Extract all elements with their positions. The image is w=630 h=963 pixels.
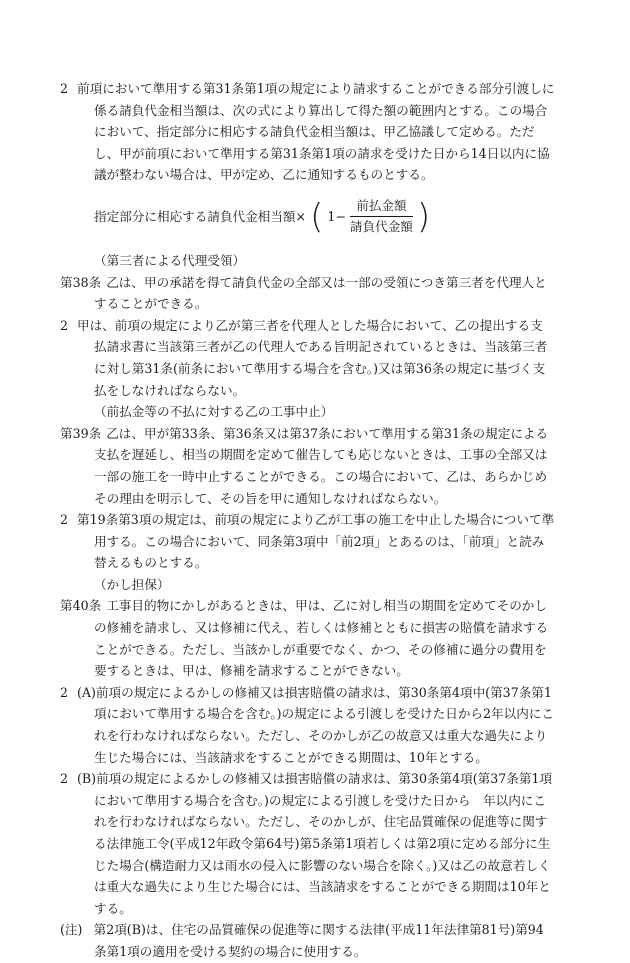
paragraph-text: 第19条第3項の規定は、前項の規定により乙が工事の施工を中止した場合について準用する。この場合において、同条第3項中「前2項」とあるのは、「前項」と読み替えるものとする。 xyxy=(77,512,555,571)
formula-open-paren: ( xyxy=(310,196,324,237)
article-38-caption: （第三者による代理受領） xyxy=(94,252,246,268)
formula-close-paren: ) xyxy=(416,196,431,237)
article-40-caption: （かし担保） xyxy=(94,576,170,592)
article-label: 第38条 xyxy=(60,274,102,290)
formula-fraction xyxy=(350,197,413,236)
article-39-paragraph-2: 2 第19条第3項の規定は、前項の規定により乙が工事の施工を中止した場合について準用する。この場合において、同条第3項中「前2項」とあるのは、「前項」と読み替えるものとする。 xyxy=(60,512,555,571)
article-39-text: 乙は、甲が第33条、第36条又は第37条において準用する第31条の規定による支払を遅延し、相当の期間を定めて催告しても応じないときは、工事の全部又は一部の施工を一時中止することができる。この場合において、乙は、あらかじめその理由を明示して、その旨を甲に通知しなければならない。 xyxy=(94,425,549,506)
article-39-caption: （前払金等の不払に対する乙の工事中止） xyxy=(94,404,334,420)
formula-lhs: 指定部分に相応する請負代金相当額× xyxy=(94,209,307,225)
article-text xyxy=(77,275,547,312)
paragraph-2-partial-delivery: 2 前項において準用する第31条第1項の規定により請求することができる部分引渡しに係る請負代金相当額は、次の式により算出して得た額の範囲内とする。この場合において、指定部分に相応する請負代金相当額は、甲乙協議して定める。ただし、甲が前項において準用する第31条第1項の請求を受けた日から14日以内に協議が整わない場合は、甲が定め、乙に通知するものとする。 xyxy=(60,81,555,183)
usage-note xyxy=(0,919,630,962)
paragraph-text: (B)前項の規定によるかしの修補又は損害賠償の請求は、第30条第4項(第37条第1項において準用する場合を含む。)の規定による引渡しを受けた日から 年以内にこれを行わなければならない。ただし、そのかしが、住宅品質確保の促進等に関する法律施工令(平成12年政令第64号)第5条第1項若しくは第2項に定める部分に生じた場合(構造耐力又は雨水の侵入に影響のない場合を除く。)又は乙の故意若しくは重大な過失により生じた場合には、当該請求をすることができる期間は10年とする。 xyxy=(77,771,553,916)
article-40-paragraph-2b: 2 (B)前項の規定によるかしの修補又は損害賠償の請求は、第30条第4項(第37条第1項において準用する場合を含む。)の規定による引渡しを受けた日から 年以内にこれを行わなければならない。ただし、そのかしが、住宅品質確保の促進等に関する法律施工令(平成12年政令第64号)第5条第1項若しくは第2項に定める部分に生じた場合(構造耐力又は雨水の侵入に影響のない場合を除く。)又は乙の故意若しくは重大な過失により生じた場合には、当該請求をすることができる期間は10年とする。 xyxy=(60,771,553,916)
fraction-bar xyxy=(350,216,413,217)
document-page xyxy=(0,78,630,963)
article-label: 第39条 xyxy=(60,425,102,441)
note-body: 第2項(B)は、住宅の品質確保の促進等に関する法律(平成11年法律第81号)第94条第1項の適用を受ける契約の場合に使用する。 xyxy=(93,922,544,959)
article-38-text: 乙は、甲の承諾を得て請負代金の全部又は一部の受領につき第三者を代理人とすることができる。 xyxy=(94,274,547,312)
article-38 xyxy=(0,272,630,315)
formula-denominator: 請負代金額 xyxy=(349,219,413,235)
article-text xyxy=(77,598,548,678)
formula-one-minus: 1− xyxy=(327,209,346,225)
article-text xyxy=(77,426,548,506)
article-39 xyxy=(0,423,630,509)
paragraph-text: (A)前項の規定によるかしの修補又は損害賠償の請求は、第30条第4項中(第37条第1項において準用する場合を含む。)の規定による引渡しを受けた日から2年以内にこれを行わなければならない。ただし、そのかしが乙の故意又は重大な過失により生じた場合には、当該請求をすることができる期間は、10年とする。 xyxy=(77,684,555,765)
paragraph-text: 甲は、前項の規定により乙が第三者を代理人とした場合において、乙の提出する支払請求書に当該第三者が乙の代理人である旨明記されているときは、当該第三者に対し第31条(前条において準用する場合を含む。)又は第36条の規定に基づく支払をしなければならない。 xyxy=(77,317,548,398)
article-40-text: 工事目的物にかしがあるときは、甲は、乙に対し相当の期間を定めてそのかしの修補を請求し、又は修補に代え、若しくは修補とともに損害の賠償を請求することができる。ただし、当該かしが重要でなく、かつ、その修補に過分の費用を要するときは、甲は、修補を請求することができない。 xyxy=(94,598,549,679)
article-40 xyxy=(0,595,630,681)
article-40-paragraph-2a: 2 (A)前項の規定によるかしの修補又は損害賠償の請求は、第30条第4項中(第37条第1項において準用する場合を含む。)の規定による引渡しを受けた日から2年以内にこれを行わなければならない。ただし、そのかしが乙の故意又は重大な過失により生じた場合には、当該請求をすることができる期間は、10年とする。 xyxy=(60,684,555,765)
article-label: 第40条 xyxy=(60,598,102,614)
paragraph-text: 前項において準用する第31条第1項の規定により請求することができる部分引渡しに係る請負代金相当額は、次の式により算出して得た額の範囲内とする。この場合において、指定部分に相応する請負代金相当額は、甲乙協議して定める。ただし、甲が前項において準用する第31条第1項の請求を受けた日から14日以内に協議が整わない場合は、甲が定め、乙に通知するものとする。 xyxy=(77,81,555,183)
payment-formula xyxy=(0,190,630,244)
article-38-paragraph-2: 2 甲は、前項の規定により乙が第三者を代理人とした場合において、乙の提出する支払請求書に当該第三者が乙の代理人である旨明記されているときは、当該第三者に対し第31条(前条において準用する場合を含む。)又は第36条の規定に基づく支払をしなければならない。 xyxy=(60,317,548,398)
note-label: (注) xyxy=(60,922,83,938)
formula-numerator: 前払金額 xyxy=(356,198,407,214)
note-text xyxy=(77,922,544,959)
